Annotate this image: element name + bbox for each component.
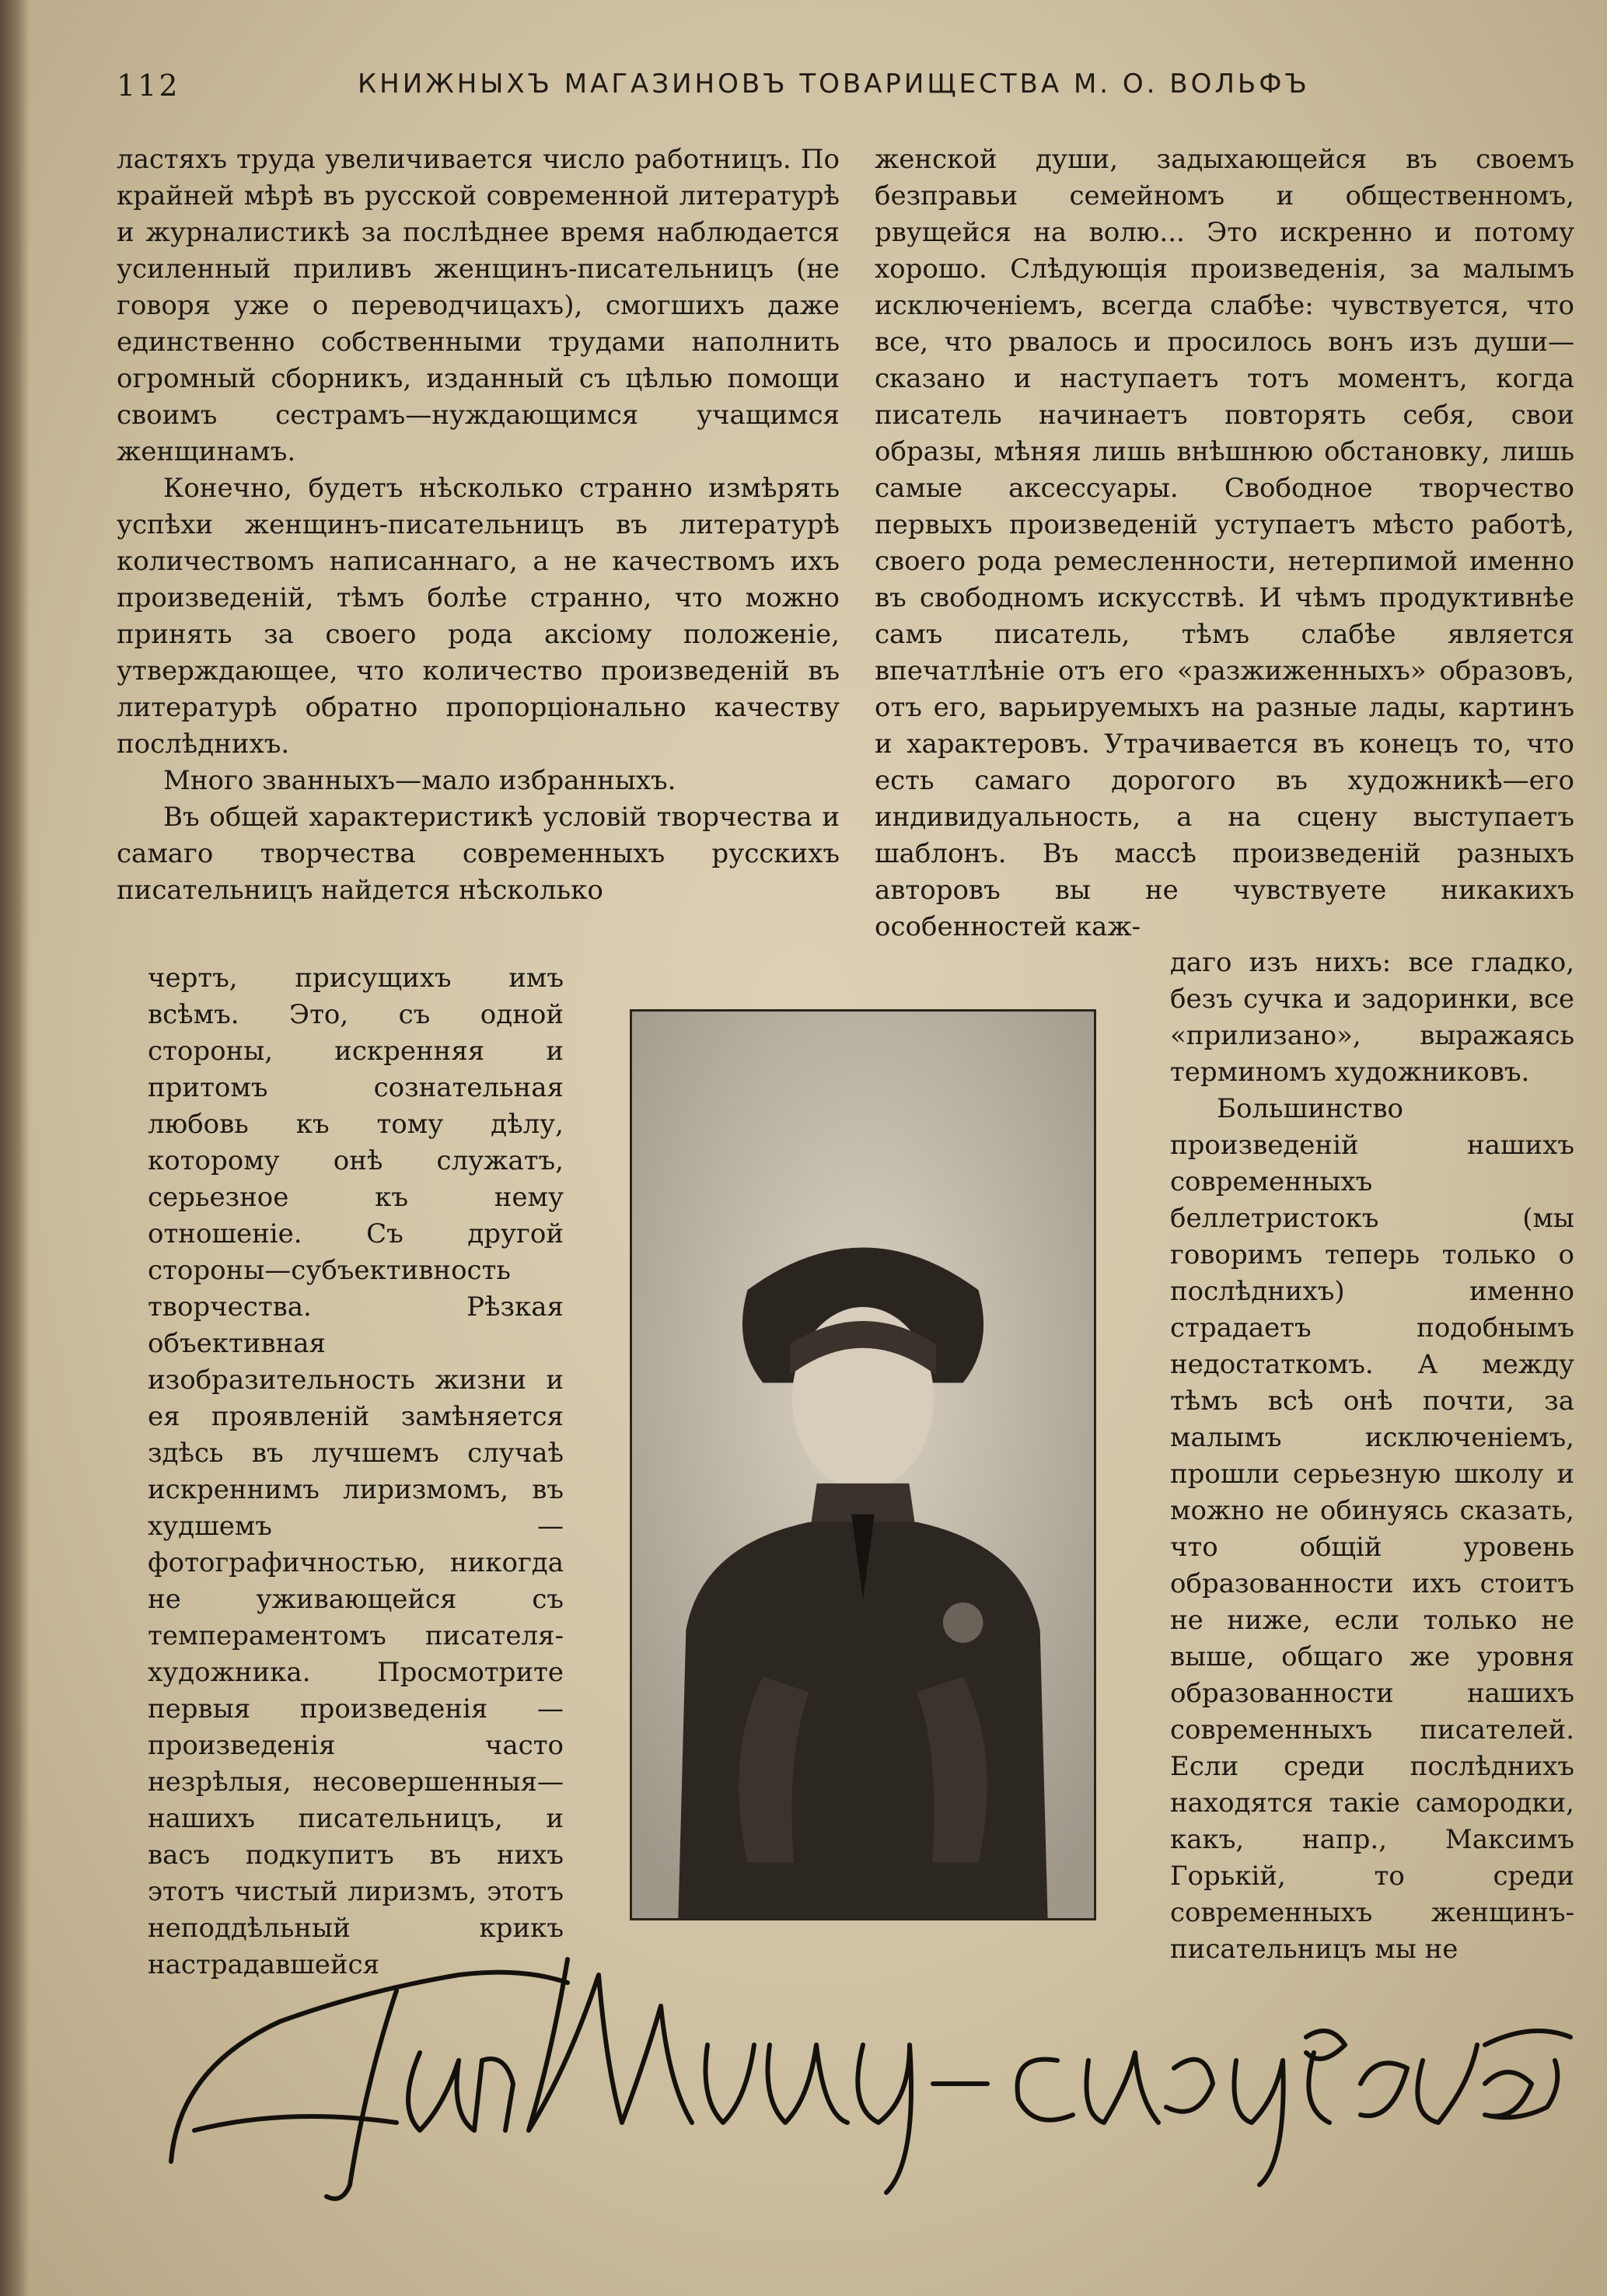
signature-image [163, 1928, 1586, 2208]
paragraph: чертъ, присущихъ имъ всѣмъ. Это, съ одной стороны, искренняя и притомъ сознательная любовь къ тому дѣлу, которому онѣ служатъ, серьезное къ нему отношеніе. Съ другой стороны—субъективность творчества. Рѣзкая объективная изобразительность жизни и ея проявленій замѣняется здѣсь въ лучшемъ случаѣ искреннимъ лиризмомъ, въ худшемъ — фотографичностью, никогда не уживающейся съ темпераментомъ писателя-художника. Просмотрите первыя произведенія — произведенія часто незрѣлыя, несовершенныя—нашихъ писательницъ, и васъ подкупитъ въ нихъ этотъ чистый лиризмъ, этотъ неподдѣльный крикъ настрадавшейся [148, 963, 564, 1980]
running-title: КНИЖНЫХЪ МАГАЗИНОВЪ ТОВАРИЩЕСТВА М. О. ВОЛЬФЪ [358, 68, 1310, 100]
paragraph: Конечно, будетъ нѣсколько странно измѣрять успѣхи женщинъ-писательницъ въ литературѣ количествомъ написаннаго, а не качествомъ ихъ произведеній, тѣмъ болѣе странно, что можно принять за своего рода аксіому положеніе, утверждающее, что количество произведеній въ литературѣ обратно пропорціонально качеству послѣднихъ. [117, 473, 840, 760]
right-column [875, 142, 1574, 945]
binding-edge [0, 0, 30, 2296]
left-column [117, 142, 840, 909]
paragraph: Большинство произведеній нашихъ современныхъ беллетристокъ (мы говоримъ теперь только о послѣднихъ) именно страдаетъ подобнымъ недостаткомъ. А между тѣмъ всѣ онѣ почти, за малымъ исключеніемъ, прошли серьезную школу и можно не обинуясь сказать, что общій уровень образованности ихъ стоитъ не ниже, если только не выше, общаго же уровня образованности нашихъ современныхъ писателей. Если среди послѣднихъ находятся такіе самородки, какъ, напр., Максимъ Горькій, то среди современныхъ женщинъ-писательницъ мы не [1170, 1093, 1574, 1965]
paragraph: Въ общей характеристикѣ условій творчества и самаго творчества современныхъ русскихъ писательницъ найдется нѣсколько [117, 802, 840, 906]
portrait-photo [630, 1009, 1096, 1920]
paragraph: даго изъ нихъ: все гладко, безъ сучка и задоринки, все «прилизано», выражаясь терминомъ художниковъ. [1170, 947, 1574, 1088]
left-narrow-column [148, 960, 564, 1983]
page-number: 112 [117, 68, 180, 103]
portrait-image [632, 1012, 1094, 1918]
right-narrow-column [1170, 945, 1574, 1968]
author-signature [163, 1928, 1586, 2208]
page-header [0, 68, 1607, 115]
paragraph: ластяхъ труда увеличивается число работницъ. По крайней мѣрѣ въ русской современной литературѣ и журналистикѣ за послѣднее время наблюдается усиленный приливъ женщинъ-писательницъ (не говоря уже о переводчицахъ), смогшихъ даже единственно собственными трудами наполнить огромный сборникъ, изданный съ цѣлью помощи своимъ сестрамъ—нуждающимся учащимся женщинамъ. [117, 144, 840, 467]
paragraph: женской души, задыхающейся въ своемъ безправьи семейномъ и общественномъ, рвущейся на волю... Это искренно и потому хорошо. Слѣдующія произведенія, за малымъ исключеніемъ, всегда слабѣе: чувствуется, что все, что рвалось и просилось вонъ изъ души—сказано и наступаетъ тотъ моментъ, когда писатель начинаетъ повторять себя, свои образы, мѣняя лишь внѣшнюю обстановку, лишь самые аксессуары. Свободное творчество первыхъ произведеній уступаетъ мѣсто работѣ, своего рода ремесленности, нетерпимой именно въ свободномъ искусствѣ. И чѣмъ продуктивнѣе самъ писатель, тѣмъ слабѣе является впечатлѣніе отъ его «разжиженныхъ» образовъ, отъ его, варьируемыхъ на разные лады, картинъ и характеровъ. Утрачивается въ конецъ то, что есть самаго дорогого въ художникѣ—его индивидуальность, а на сцену выступаетъ шаблонъ. Въ массѣ произведеній разныхъ авторовъ вы не чувствуете никакихъ особенностей каж- [875, 144, 1574, 942]
paragraph: Много званныхъ—мало избранныхъ. [163, 765, 676, 796]
